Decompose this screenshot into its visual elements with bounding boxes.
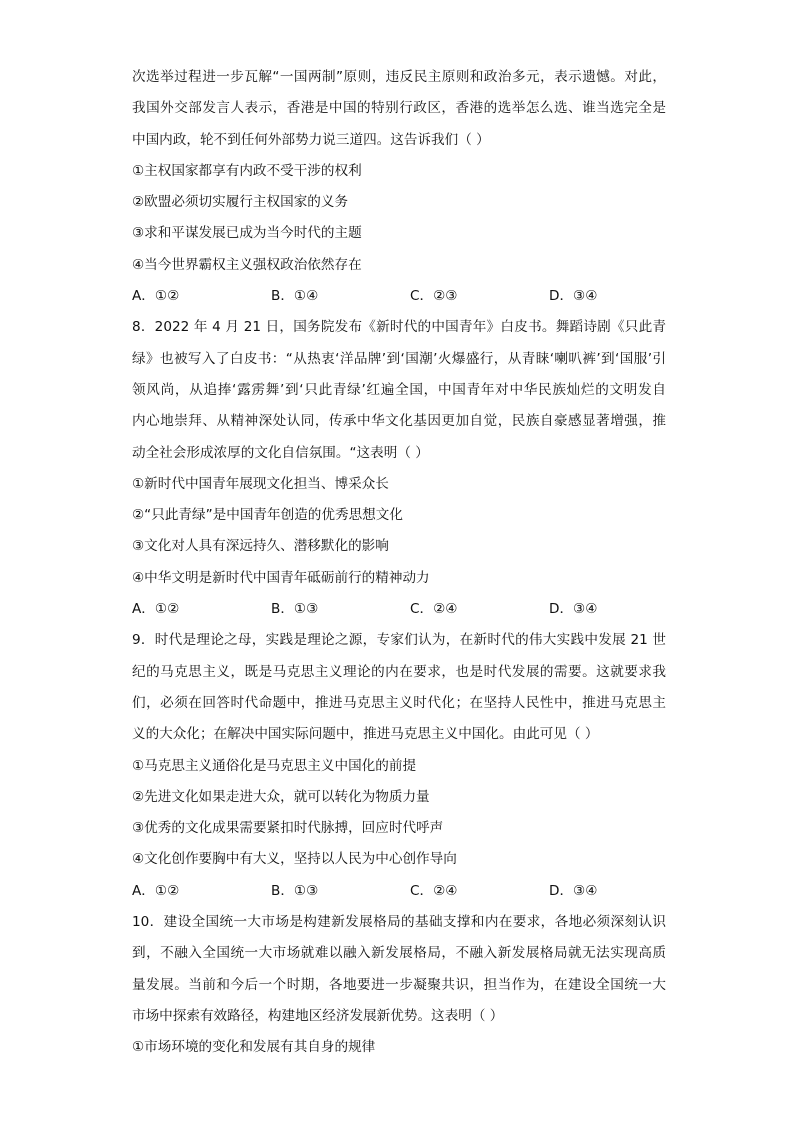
question-7-stem-line-1: 次选举过程进一步瓦解“一国两制”原则，违反民主原则和政治多元，表示遗憾。对此， xyxy=(132,69,666,85)
question-9-stem-line-2: 纪的马克思主义，既是马克思主义理论的内在要求，也是时代发展的需要。这就要求我 xyxy=(132,663,666,680)
question-9-statement-1: ①马克思主义通俗化是马克思主义中国化的前提 xyxy=(132,757,417,774)
question-8-option-d: D．③④ xyxy=(549,601,598,618)
question-10-stem-line-3: 量发展。当前和今后一个时期，各地要进一步凝聚共识，担当作为，在建设全国统一大 xyxy=(132,976,666,993)
page-content xyxy=(132,62,666,1064)
question-8-stem-line-5: 动全社会形成浓厚的文化自信氛围。“这表明（ ） xyxy=(132,444,429,461)
question-8-option-c: C．②④ xyxy=(410,601,458,618)
question-8-stem-line-4: 内心地崇拜、从精神深处认同，传承中华文化基因更加自觉，民族自豪感显著增强，推 xyxy=(132,413,666,430)
question-7-stem-line-3: 中国内政，轮不到任何外部势力说三道四。这告诉我们（ ） xyxy=(132,131,490,148)
question-8-statement-3: ③文化对人具有深远持久、潜移默化的影响 xyxy=(132,538,389,555)
question-8-option-a: A．①② xyxy=(132,601,180,618)
question-7-statement-1: ①主权国家都享有内政不受干涉的权利 xyxy=(132,162,362,179)
question-8 xyxy=(132,312,666,625)
question-7-statement-2: ②欧盟必须切实履行主权国家的义务 xyxy=(132,194,349,211)
question-9-stem-line-4: 义的大众化；在解决中国实际问题中，推进马克思主义中国化。由此可见（ ） xyxy=(132,726,599,743)
question-7-option-c: C．②③ xyxy=(410,288,458,305)
question-9-option-c: C．②④ xyxy=(410,882,458,899)
question-9-statement-2: ②先进文化如果走进大众，就可以转化为物质力量 xyxy=(132,788,430,805)
question-10-statement-1: ①市场环境的变化和发展有其自身的规律 xyxy=(132,1039,376,1056)
question-9-option-a: A．①② xyxy=(132,882,180,899)
question-7-option-a: A．①② xyxy=(132,288,180,305)
question-9-stem-line-3: 们，必须在回答时代命题中，推进马克思主义时代化；在坚持人民性中，推进马克思主 xyxy=(132,694,666,711)
question-8-statement-1: ①新时代中国青年展现文化担当、博采众长 xyxy=(132,475,389,492)
question-8-stem-line-3: 领风尚，从追捧‘露雳舞’到‘只此青绿’红遍全国，中国青年对中华民族灿烂的文明发自 xyxy=(132,381,666,398)
question-10-stem-line-2: 到，不融入全国统一大市场就难以融入新发展格局，不融入新发展格局就无法实现高质 xyxy=(132,945,666,962)
question-7-statement-3: ③求和平谋发展已成为当今时代的主题 xyxy=(132,225,362,242)
question-9 xyxy=(132,625,666,907)
question-8-statement-2: ②“只此青绿”是中国青年创造的优秀思想文化 xyxy=(132,507,403,524)
question-10-stem-line-4: 市场中探索有效路径，构建地区经济发展新优势。这表明（ ） xyxy=(132,1007,504,1024)
question-10 xyxy=(132,907,666,1063)
question-8-stem-line-1: 8．2022 年 4 月 21 日，国务院发布《新时代的中国青年》白皮书。舞蹈诗剧《只此青 xyxy=(132,319,666,336)
question-7 xyxy=(132,62,666,312)
question-7-options xyxy=(132,281,666,312)
question-9-option-b: B．①③ xyxy=(271,882,319,899)
question-9-option-d: D．③④ xyxy=(549,882,598,899)
question-7-statement-4: ④当今世界霸权主义强权政治依然存在 xyxy=(132,256,362,273)
question-10-stem-line-1: 10．建设全国统一大市场是构建新发展格局的基础支撑和内在要求，各地必须深刻认识 xyxy=(132,914,666,931)
question-8-statement-4: ④中华文明是新时代中国青年砥砺前行的精神动力 xyxy=(132,569,430,586)
question-9-statement-4: ④文化创作要胸中有大义，坚持以人民为中心创作导向 xyxy=(132,851,457,868)
question-8-options xyxy=(132,594,666,625)
question-8-option-b: B．①③ xyxy=(271,601,319,618)
question-7-stem-line-2: 我国外交部发言人表示，香港是中国的特别行政区，香港的选举怎么选、谁当选完全是 xyxy=(132,100,666,117)
question-7-option-b: B．①④ xyxy=(271,288,319,305)
question-8-stem-line-2: 绿》也被写入了白皮书：“从热衷‘洋品牌’到‘国潮’火爆盛行，从青睐‘喇叭裤’到‘国服’引 xyxy=(132,350,666,367)
question-9-options xyxy=(132,876,666,907)
question-9-statement-3: ③优秀的文化成果需要紧扣时代脉搏，回应时代呼声 xyxy=(132,820,444,837)
question-7-option-d: D．③④ xyxy=(549,288,598,305)
question-9-stem-line-1: 9．时代是理论之母，实践是理论之源，专家们认为，在新时代的伟大实践中发展 21 世 xyxy=(132,632,666,649)
